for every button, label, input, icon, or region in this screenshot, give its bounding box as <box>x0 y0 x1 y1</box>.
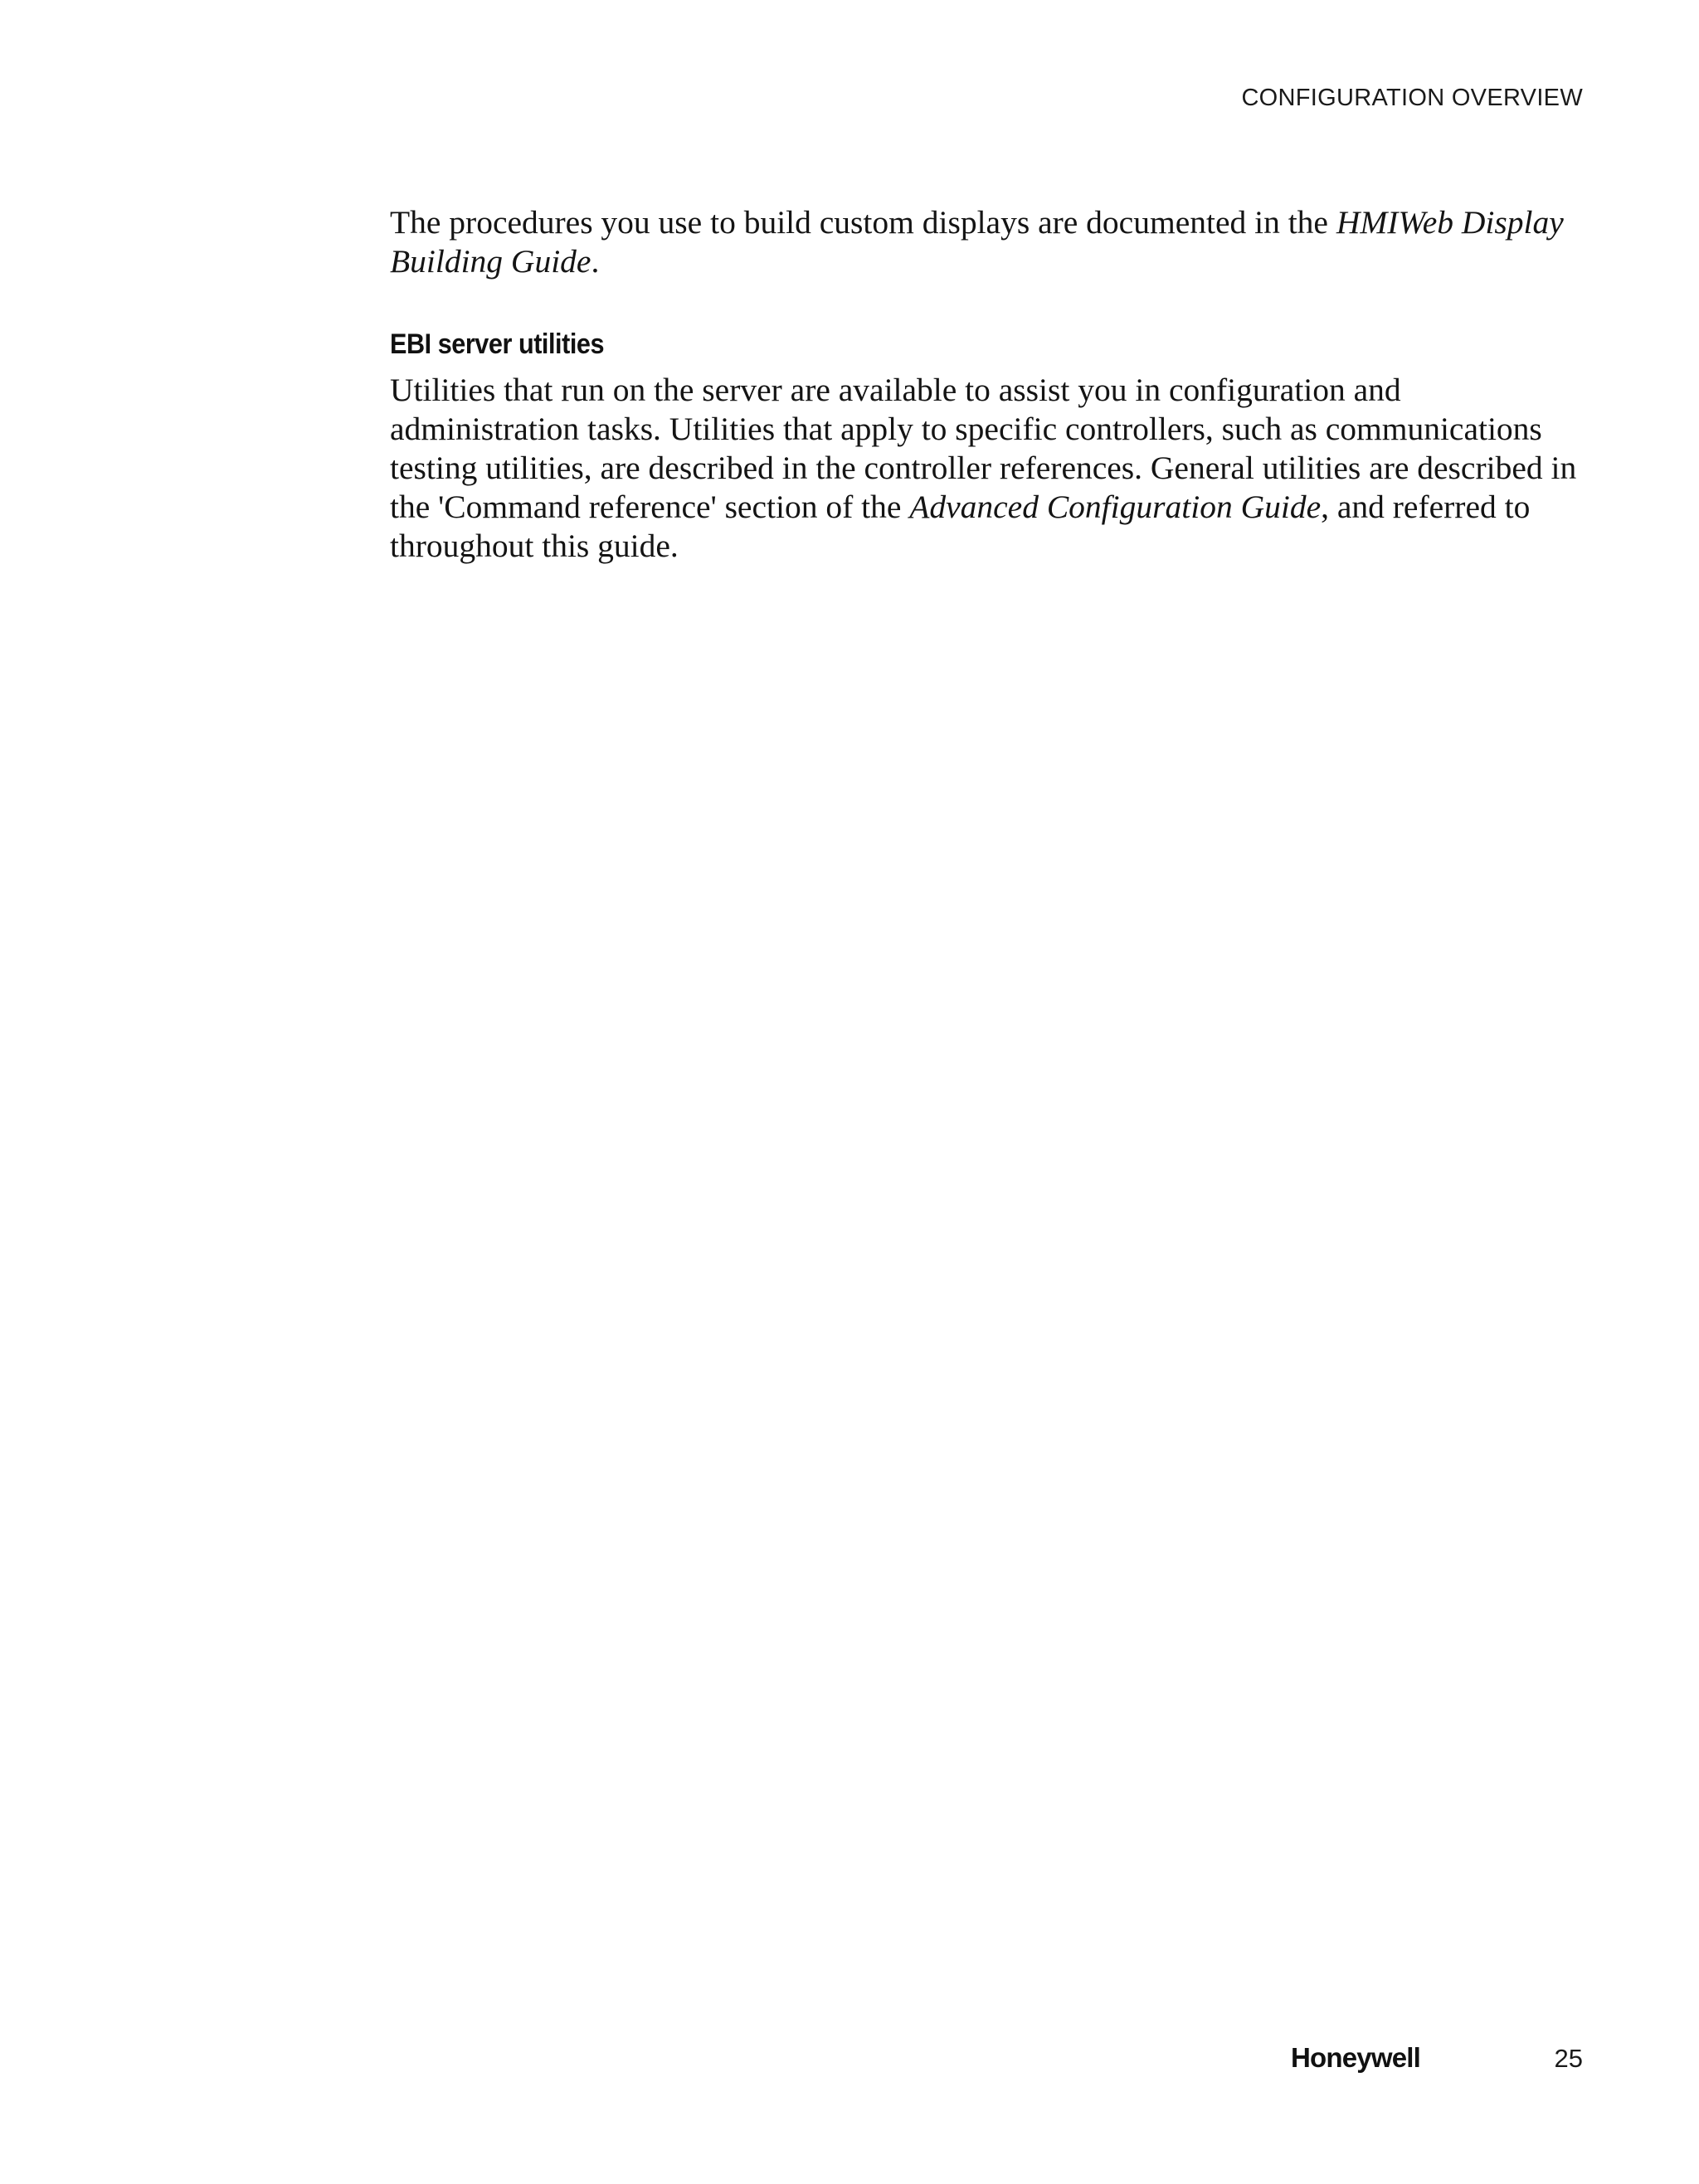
section-text: Utilities that run on the server are available to assist you in configuration and administration tasks. Utilities that apply to specific controllers, such as communications testing utilities, are described in the controller references. General utilities are described in the 'Command reference' section of the <box>390 372 1577 525</box>
section-heading: EBI server utilities <box>390 328 605 360</box>
section-paragraph <box>390 371 1585 566</box>
intro-guide-title: HMIWeb Display Building Guide <box>390 204 1564 280</box>
running-header: CONFIGURATION OVERVIEW <box>1241 85 1583 111</box>
section-guide-title: Advanced Configuration Guide <box>909 489 1322 525</box>
page-number: 25 <box>1554 2044 1583 2073</box>
section-text-end: , and referred to throughout this guide. <box>390 489 1531 564</box>
intro-paragraph <box>390 203 1585 281</box>
intro-text-end: . <box>591 243 600 280</box>
page-content <box>390 203 1585 566</box>
honeywell-logo: Honeywell <box>1291 2042 1421 2073</box>
intro-text: The procedures you use to build custom displays are documented in the <box>390 204 1336 241</box>
